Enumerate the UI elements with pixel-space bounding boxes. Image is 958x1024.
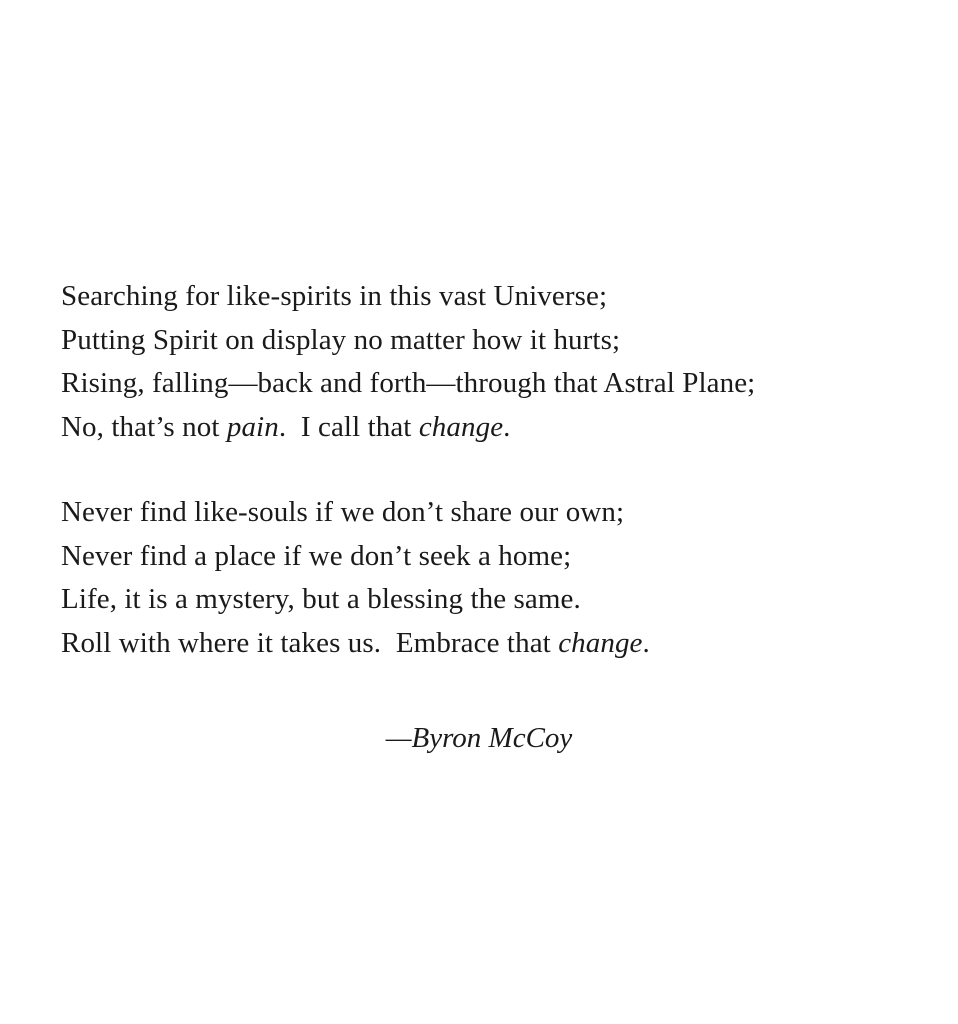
author-name: —Byron McCoy <box>385 722 573 754</box>
emphasis-text: change <box>418 410 504 443</box>
line-text: . <box>503 410 511 443</box>
poem-line: Never find a place if we don’t seek a home; <box>61 539 572 572</box>
stanza-2 <box>61 491 941 665</box>
line-text: Roll with where it takes us. Embrace that <box>61 626 559 659</box>
poem-line: Rising, falling—back and forth—through that Astral Plane; <box>61 367 756 399</box>
poem <box>61 275 941 665</box>
emphasis-text: change <box>558 626 643 659</box>
stanza-1 <box>61 275 941 449</box>
line-text: . I call that <box>278 410 419 443</box>
line-text: No, that’s not <box>61 410 227 443</box>
author-signature <box>0 718 958 758</box>
line-text: . <box>642 626 650 659</box>
poem-line <box>61 406 941 450</box>
poem-line: Life, it is a mystery, but a blessing the same. <box>61 583 581 615</box>
emphasis-text: pain <box>226 410 279 443</box>
poem-line <box>61 622 941 666</box>
poem-line: Searching for like-spirits in this vast Universe; <box>61 280 608 312</box>
poem-line: Never find like-souls if we don’t share our own; <box>61 496 625 528</box>
poem-line: Putting Spirit on display no matter how it hurts; <box>61 323 621 356</box>
